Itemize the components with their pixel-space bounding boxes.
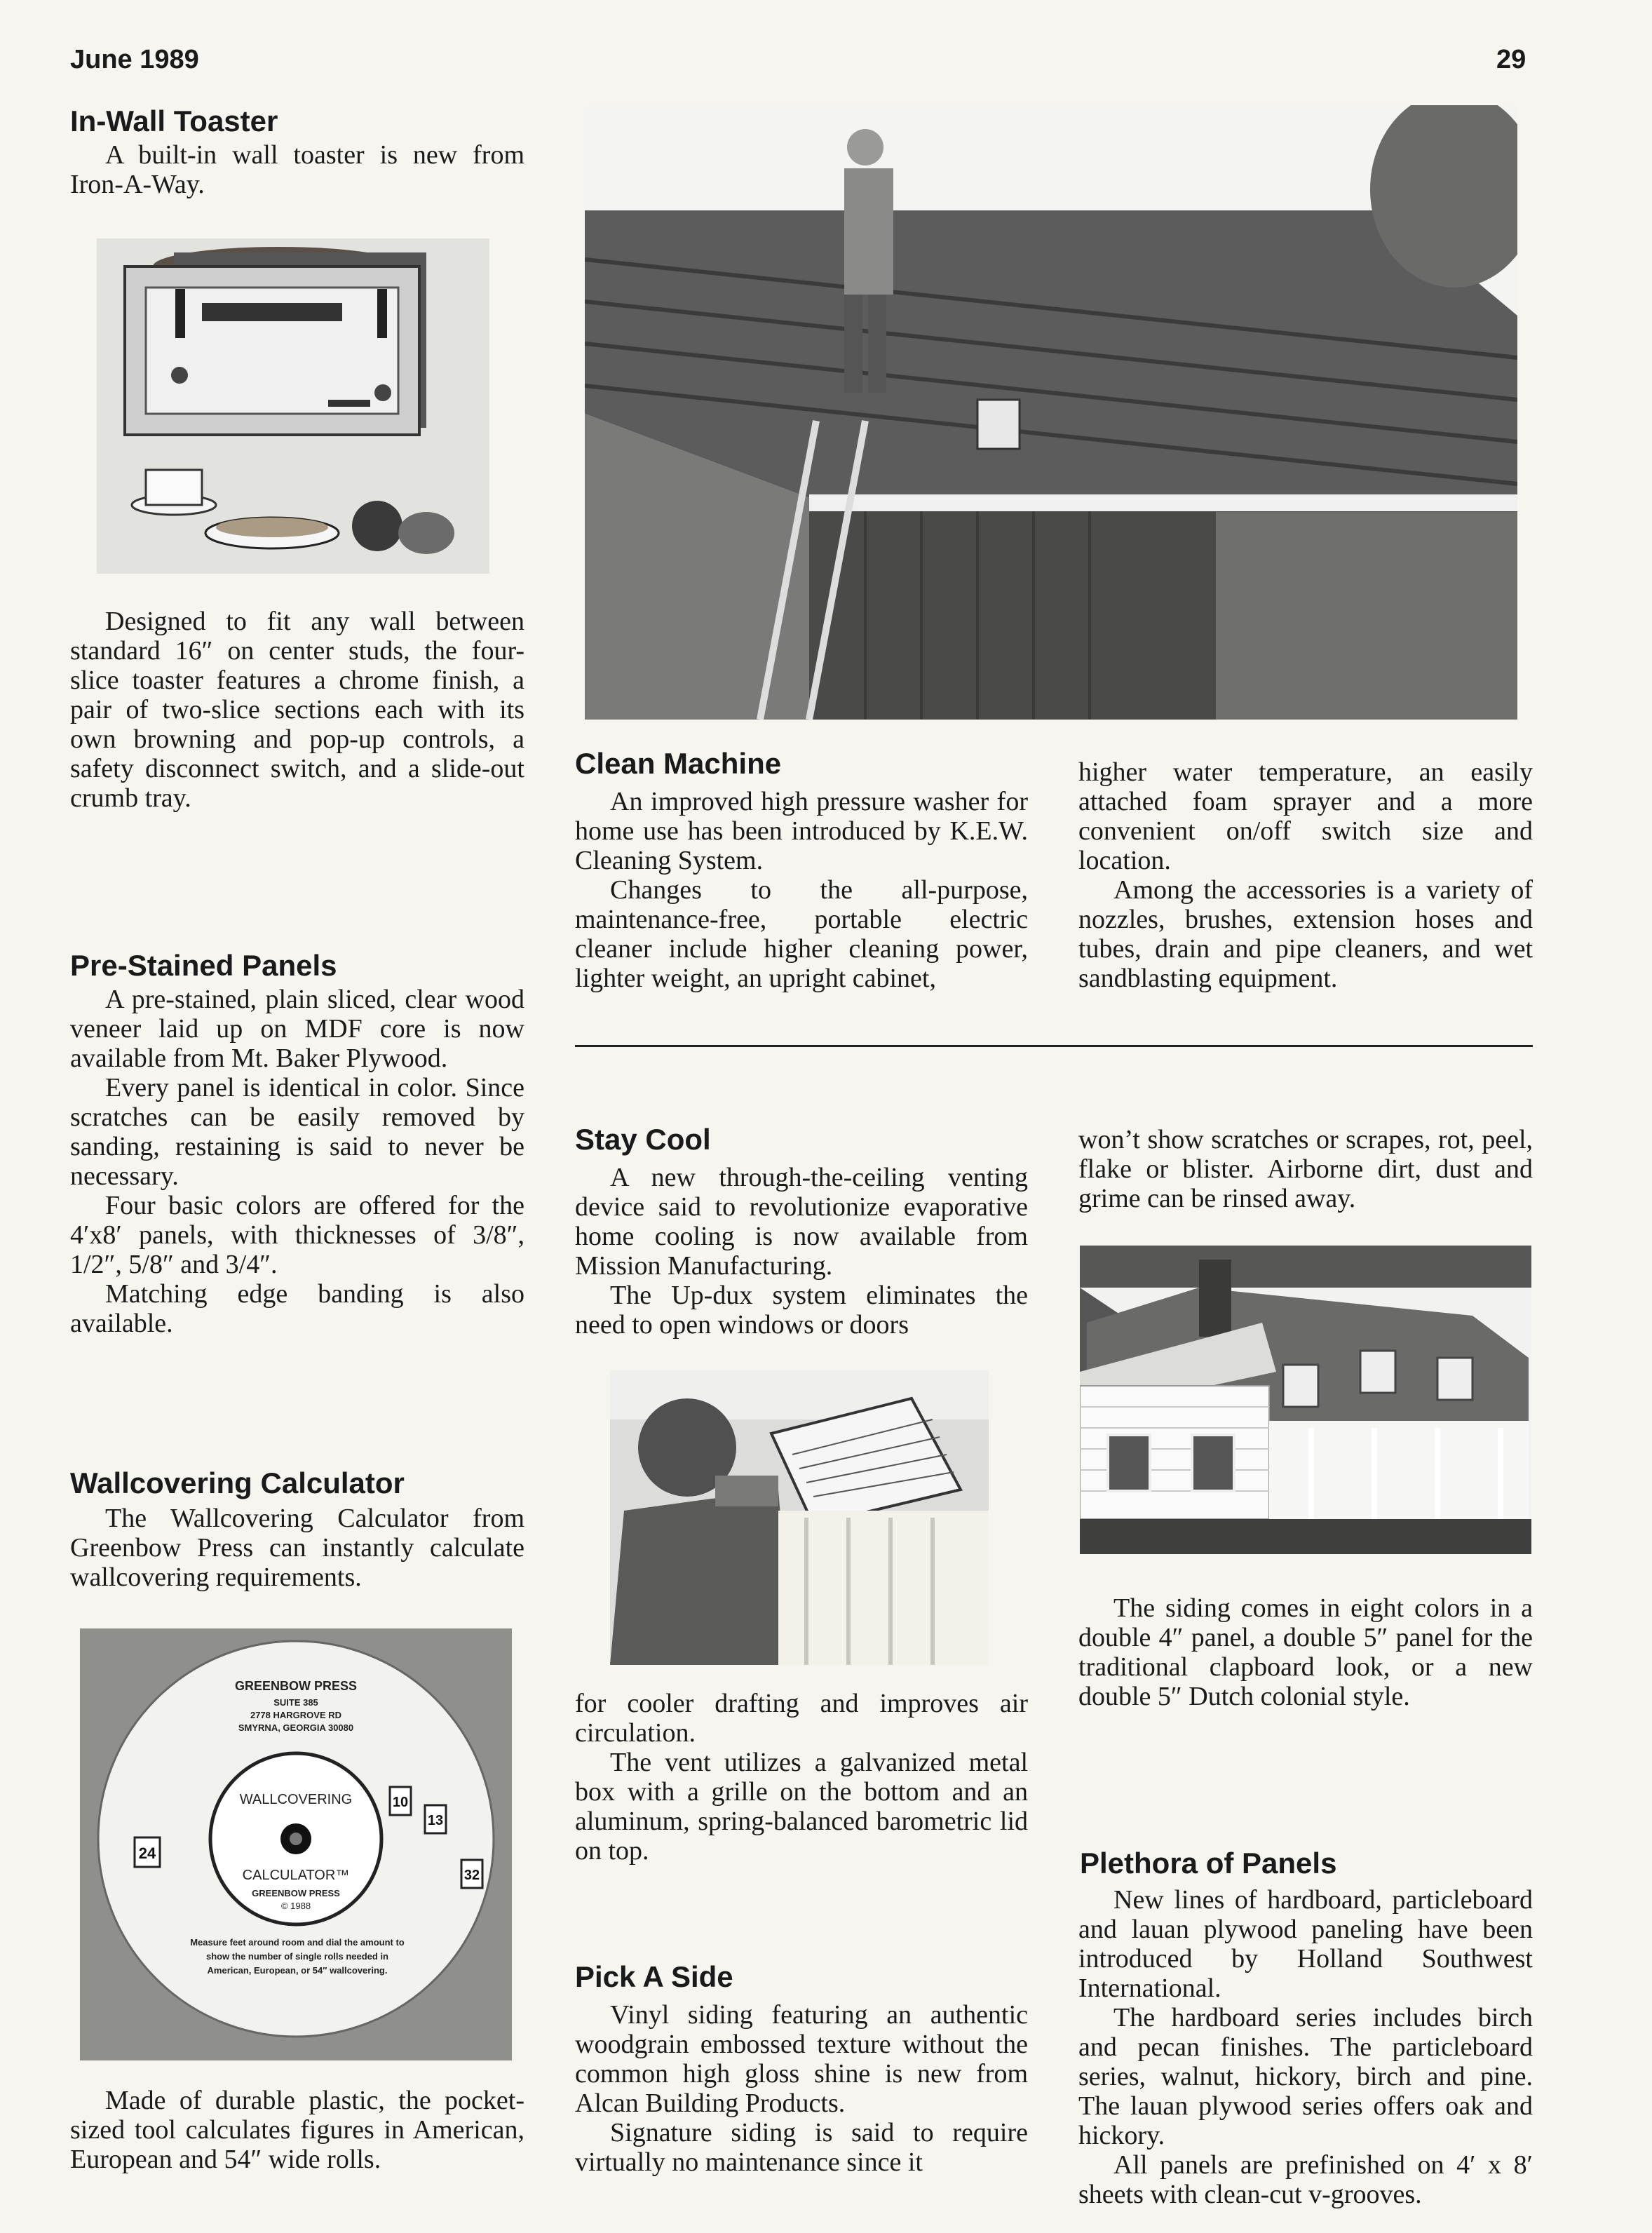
pickside-p2: Signature siding is said to require virtually no maintenance since it	[575, 2118, 1028, 2177]
disc-address1: SUITE 385	[273, 1697, 318, 1708]
house-photo	[1080, 1246, 1531, 1554]
section-divider	[575, 1045, 1533, 1047]
pickside-title: Pick A Side	[575, 1960, 733, 1993]
panels-p1: A pre-stained, plain sliced, clear wood veneer laid up on MDF core is now available from Mt. Baker Plywood.	[70, 985, 524, 1073]
staycool-p1: A new through-the-ceiling venting device said to revolutionize evaporative home cooling is now available from Mission Manufacturing.	[575, 1163, 1028, 1281]
plethora-title: Plethora of Panels	[1080, 1847, 1337, 1880]
staycool-title: Stay Cool	[575, 1123, 711, 1156]
pressure-washer-photo	[585, 105, 1517, 720]
toaster-intro-block	[70, 140, 524, 199]
plethora-body-block	[1078, 1885, 1533, 2209]
staycool-p4: The vent utilizes a galvanized metal box with a grille on the bottom and an aluminum, spring-balanced barometric lid on top.	[575, 1748, 1028, 1866]
disc-num3: 13	[427, 1813, 444, 1828]
clean-body-block	[575, 787, 1028, 993]
clean-p3: higher water temperature, an easily attached foam sprayer and a more convenient on/off switch size and location.	[1078, 757, 1533, 875]
plethora-p3: All panels are prefinished on 4′ x 8′ sheets with clean-cut v-grooves.	[1078, 2150, 1533, 2209]
wallcovering-title: Wallcovering Calculator	[70, 1466, 405, 1499]
disc-num2: 10	[392, 1795, 409, 1810]
pickside-p3: won’t show scratches or scrapes, rot, peel, flake or blister. Airborne dirt, dust and grime can be rinsed away.	[1078, 1125, 1533, 1213]
wallcovering-body: Made of durable plastic, the pocket-sized tool calculates figures in American, European and 54″ wide rolls.	[70, 2086, 524, 2174]
panels-title: Pre-Stained Panels	[70, 949, 337, 982]
pickside-continued2-block	[1078, 1593, 1533, 1711]
disc-num4: 32	[463, 1868, 480, 1883]
panels-p4: Matching edge banding is also available.	[70, 1279, 524, 1338]
panels-body-block	[70, 985, 524, 1338]
pickside-continued-block	[1078, 1125, 1533, 1213]
staycool-p3: for cooler drafting and improves air circulation.	[575, 1689, 1028, 1748]
staycool-body2-block	[575, 1689, 1028, 1866]
pickside-body-block	[575, 2000, 1028, 2177]
toaster-body-block	[70, 607, 524, 813]
staycool-p2: The Up-dux system eliminates the need to open windows or doors	[575, 1281, 1028, 1340]
panels-p2: Every panel is identical in color. Since scratches can be easily removed by sanding, restaining is said to never be necessary.	[70, 1073, 524, 1191]
wallcovering-intro: The Wallcovering Calculator from Greenbow Press can instantly calculate wallcovering requirements.	[70, 1504, 524, 1592]
disc-publisher: GREENBOW PRESS	[234, 1679, 358, 1693]
disc-instructions: Measure feet around room and dial the amount to show the number of single rolls needed in American, European, or 54″ wallcovering.	[190, 1937, 405, 1976]
clean-title: Clean Machine	[575, 747, 782, 780]
staycool-body-block	[575, 1163, 1028, 1340]
wallcovering-body-block	[70, 2086, 524, 2174]
disc-center-year: © 1988	[280, 1901, 311, 1911]
pickside-p4: The siding comes in eight colors in a double 4″ panel, a double 5″ panel for the traditional clapboard look, or a new double 5″ Dutch colonial style.	[1078, 1593, 1533, 1711]
panels-p3: Four basic colors are offered for the 4′x8′ panels, with thicknesses of 3/8″, 1/2″, 5/8″ and 3/4″.	[70, 1191, 524, 1279]
toaster-intro: A built-in wall toaster is new from Iron-A-Way.	[70, 140, 524, 199]
calculator-photo	[80, 1628, 512, 2060]
disc-num1: 24	[138, 1844, 156, 1862]
plethora-p2: The hardboard series includes birch and pecan finishes. The particleboard series, walnut, hickory, birch and pine. The lauan plywood series offers oak and hickory.	[1078, 2003, 1533, 2150]
toaster-body: Designed to fit any wall between standard 16″ on center studs, the four-slice toaster features a chrome finish, a pair of two-slice sections each with its own browning and pop-up controls, a safety disconnect switch, and a slide-out crumb tray.	[70, 607, 524, 813]
header-date: June 1989	[70, 45, 199, 74]
clean-p2: Changes to the all-purpose, maintenance-free, portable electric cleaner include higher cleaning power, lighter weight, an upright cabinet,	[575, 875, 1028, 993]
wallcovering-intro-block	[70, 1504, 524, 1592]
disc-center-top: WALLCOVERING	[239, 1792, 353, 1807]
page-number: 29	[1496, 45, 1526, 74]
plethora-p1: New lines of hardboard, particleboard and lauan plywood paneling have been introduced by Holland Southwest International.	[1078, 1885, 1533, 2003]
clean-p4: Among the accessories is a variety of nozzles, brushes, extension hoses and tubes, drain and pipe cleaners, and wet sandblasting equipment.	[1078, 875, 1533, 993]
vent-photo	[610, 1370, 989, 1665]
disc-address2: 2778 HARGROVE RD	[250, 1710, 342, 1720]
disc-center-pub: GREENBOW PRESS	[252, 1888, 340, 1898]
toaster-title: In-Wall Toaster	[70, 104, 278, 137]
pickside-p1: Vinyl siding featuring an authentic woodgrain embossed texture without the common high gloss shine is new from Alcan Building Products.	[575, 2000, 1028, 2118]
disc-center-bottom: CALCULATOR™	[242, 1868, 350, 1883]
disc-address3: SMYRNA, GEORGIA 30080	[238, 1722, 354, 1733]
toaster-photo	[97, 238, 489, 574]
clean-continued-block	[1078, 757, 1533, 993]
clean-p1: An improved high pressure washer for home use has been introduced by K.E.W. Cleaning System.	[575, 787, 1028, 875]
